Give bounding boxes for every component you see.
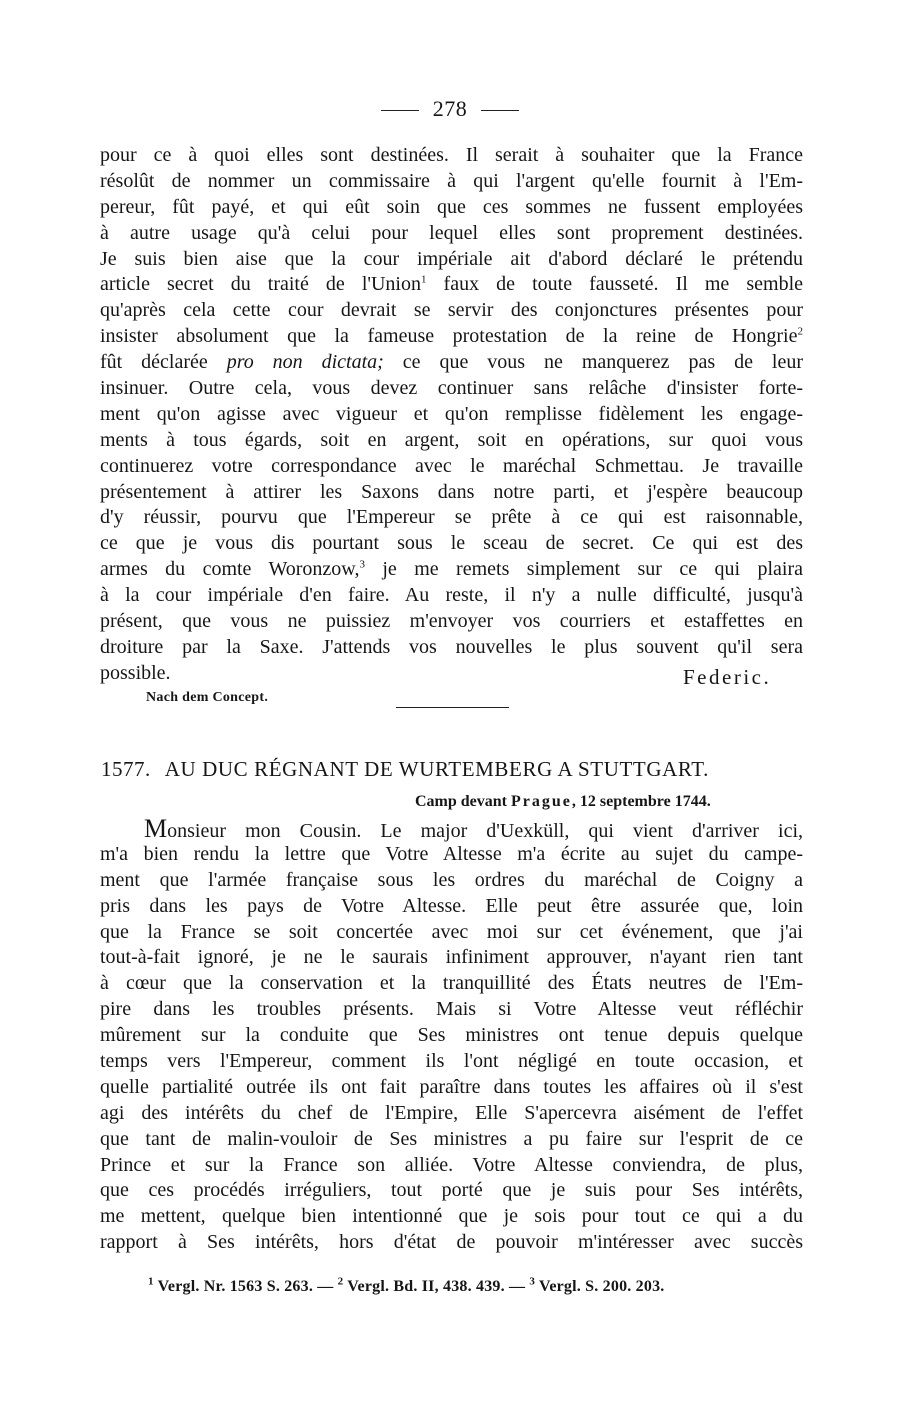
text-segment: je me remets simplement sur ce qui plaira — [364, 558, 804, 581]
letter-date: , 12 septembre 1744. — [571, 793, 711, 810]
text-line: pris dans les pays de Votre Altesse. Elle peut être assurée que, loin — [100, 894, 803, 917]
letter-body-text — [100, 816, 803, 1256]
footnote-ref-1: 1 — [421, 273, 427, 286]
text-line: pour ce à quoi elles sont destinées. Il serait à souhaiter que la France — [100, 144, 803, 166]
text-line: présentement à attirer les Saxons dans notre parti, et j'espère beaucoup — [100, 480, 803, 503]
place-date-line — [415, 793, 711, 811]
text-line: possible. — [100, 661, 171, 684]
text-line — [100, 557, 803, 583]
text-line: m'a bien rendu la lettre que Votre Altesse m'a écrite au sujet du campe- — [100, 842, 803, 865]
text-line: pire dans les troubles présents. Mais si Votre Altesse veut réfléchir — [100, 998, 803, 1021]
text-line: d'y réussir, pourvu que l'Empereur se prête à ce qui est raisonnable, — [100, 506, 803, 529]
text-line — [100, 816, 803, 842]
place-prefix: Camp devant — [415, 793, 508, 810]
footnote-text-2: Vergl. Bd. II, 438. 439. — — [343, 1278, 530, 1295]
text-segment: ce que vous ne manquerez pas de leur — [383, 351, 804, 374]
signature: Federic. — [683, 665, 772, 689]
source-note: Nach dem Concept. — [146, 690, 269, 705]
text-line: qu'après cela cette cour devrait se servir des conjonctures présentes pour — [100, 299, 803, 322]
text-segment: armes du comte Woronzow, — [100, 558, 360, 581]
text-line: présent, que vous ne puissiez m'envoyer vos courriers et estaffettes en — [100, 610, 803, 633]
footnote-mark-1: 1 — [148, 1275, 154, 1288]
text-line: me mettent, quelque bien intentionné que je sois pour tout ce qui a du — [100, 1205, 803, 1228]
text-line: insinuer. Outre cela, vous devez continuer sans relâche d'insister forte- — [100, 377, 803, 400]
letter-continuation-text — [100, 143, 803, 687]
text-line: résolût de nommer un commissaire à qui l'argent qu'elle fournit à l'Em- — [100, 169, 803, 192]
text-line: ment qu'on agisse avec vigueur et qu'on remplisse fidèlement les engage- — [100, 402, 803, 425]
text-line: continuerez votre correspondance avec le maréchal Schmettau. Je travaille — [100, 454, 803, 477]
text-line: quelle partialité outrée ils ont fait paraître dans toutes les affaires où il s'est — [100, 1075, 803, 1098]
page-header — [0, 96, 900, 122]
latin-phrase: pro non dictata; — [226, 351, 384, 374]
text-line: agi des intérêts du chef de l'Empire, Elle S'apercevra aisément de l'effet — [100, 1101, 803, 1124]
text-line: mûrement sur la conduite que Ses ministres ont tenue depuis quelque — [100, 1024, 803, 1047]
header-dash-left — [381, 110, 419, 111]
footnote-text-3: Vergl. S. 200. 203. — [535, 1278, 665, 1295]
letter-heading — [101, 757, 804, 782]
letter-separator-rule — [396, 707, 509, 708]
place-city: Prague — [511, 793, 572, 810]
text-segment: insister absolument que la fameuse protestation de la reine de Hongrie — [100, 325, 798, 348]
text-line — [100, 324, 803, 350]
text-line: que tant de malin-vouloir de Ses ministres a pu faire sur l'esprit de ce — [100, 1127, 803, 1150]
text-segment: faux de toute fausseté. Il me semble — [426, 273, 804, 296]
text-line: temps vers l'Empereur, comment ils l'ont négligé en toute occasion, et — [100, 1050, 803, 1073]
letter-number: 1577. — [101, 757, 151, 781]
text-line: Je suis bien aise que la cour impériale ait d'abord déclaré le prétendu — [100, 247, 803, 270]
text-segment: onsieur mon Cousin. Le major d'Uexküll, qui vient d'arriver ici, — [167, 820, 803, 842]
text-line: tout-à-fait ignoré, je ne le saurais infiniment approuver, n'ayant rien tant — [100, 946, 803, 969]
text-line — [100, 272, 803, 298]
text-line: à cœur que la conservation et la tranquillité des États neutres de l'Em- — [100, 972, 803, 995]
text-line: à la cour impériale d'en faire. Au reste, il n'y a nulle difficulté, jusqu'à — [100, 584, 803, 607]
footnotes — [148, 1275, 665, 1296]
text-line: ce que je vous dis pourtant sous le sceau de secret. Ce qui est des — [100, 532, 803, 555]
text-line: ment que l'armée française sous les ordres du maréchal de Coigny a — [100, 868, 803, 891]
footnote-ref-2: 2 — [797, 325, 803, 338]
text-segment: fût déclarée — [100, 351, 227, 374]
footnote-text-1: Vergl. Nr. 1563 S. 263. — — [153, 1278, 338, 1295]
text-line: rapport à Ses intérêts, hors d'état de pouvoir m'intéresser avec succès — [100, 1231, 803, 1254]
footnote-mark-2: 2 — [337, 1275, 344, 1288]
footnote-ref-3: 3 — [359, 558, 365, 571]
text-line: ments à tous égards, soit en argent, soit en opérations, sur quoi vous — [100, 428, 803, 451]
initial-letter: M — [144, 814, 168, 843]
text-line: que la France se soit concertée avec moi sur cet événement, que j'ai — [100, 920, 803, 943]
letter-title: AU DUC RÉGNANT DE WURTEMBERG A STUTTGART. — [164, 757, 709, 781]
header-dash-right — [481, 110, 519, 111]
page-number: 278 — [432, 96, 468, 121]
text-line: à autre usage qu'à celui pour lequel elles sont proprement destinées. — [100, 221, 803, 244]
text-line: Prince et sur la France son alliée. Votre Altesse conviendra, de plus, — [100, 1153, 803, 1176]
text-line: droiture par la Saxe. J'attends vos nouvelles le plus souvent qu'il sera — [100, 635, 803, 658]
footnote-mark-3: 3 — [529, 1275, 536, 1288]
text-line: que ces procédés irréguliers, tout porté que je suis pour Ses intérêts, — [100, 1179, 803, 1202]
text-line: pereur, fût payé, et qui eût soin que ces sommes ne fussent employées — [100, 195, 803, 218]
text-line — [100, 350, 803, 376]
text-segment: article secret du traité de l'Union — [100, 273, 421, 296]
